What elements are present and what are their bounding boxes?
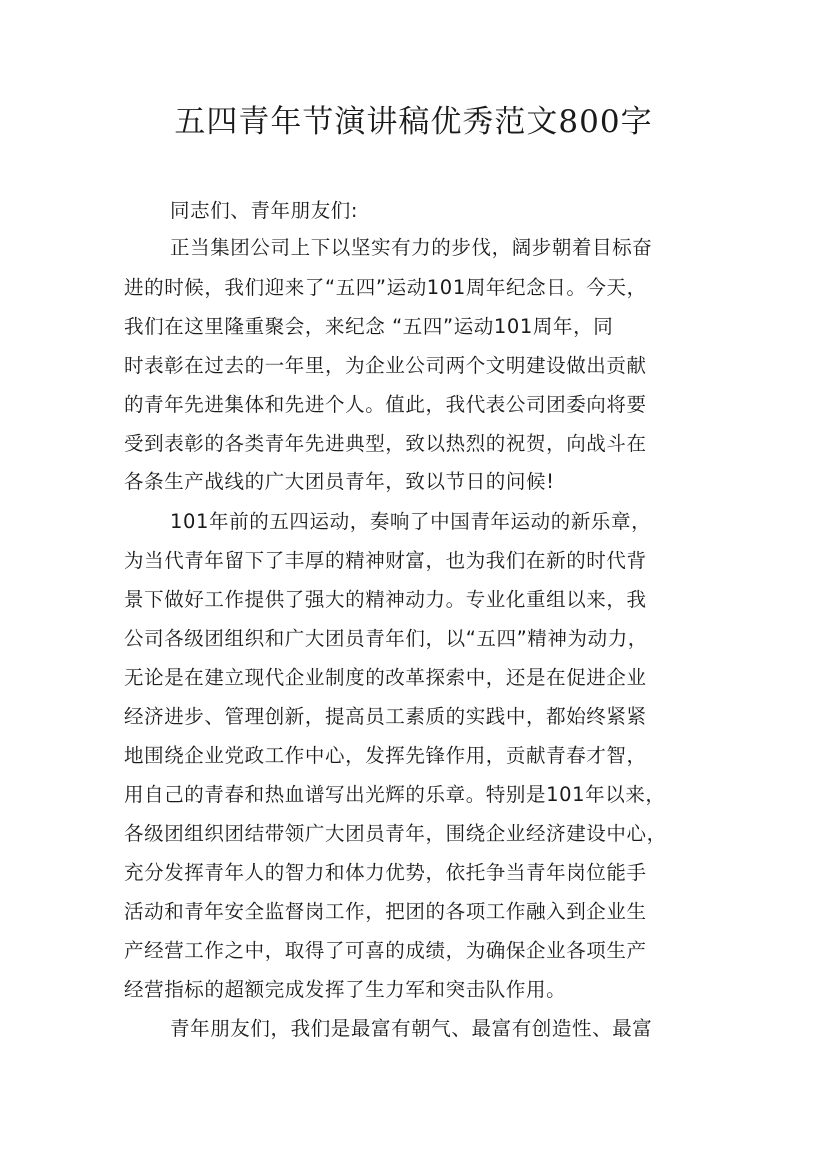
paragraph-line: 活动和青年安全监督岗工作，把团的各项工作融入到企业生 xyxy=(124,900,647,923)
paragraph-line: 产经营工作之中，取得了可喜的成绩，为确保企业各项生产 xyxy=(124,939,647,962)
paragraph-line: 各条生产战线的广大团员青年，致以节日的问候! xyxy=(124,470,555,493)
paragraph-line: 充分发挥青年人的智力和体力优势，依托争当青年岗位能手 xyxy=(124,861,647,884)
paragraph-line: 经营指标的超额完成发挥了生力军和突击队作用。 xyxy=(124,978,567,1001)
paragraph-line: 无论是在建立现代企业制度的改革探索中，还是在促进企业 xyxy=(124,666,647,689)
paragraph-line: 各级团组织团结带领广大团员青年，围绕企业经济建设中心， xyxy=(124,822,667,845)
paragraph-line: 受到表彰的各类青年先进典型，致以热烈的祝贺，向战斗在 xyxy=(124,432,647,455)
document-title: 五四青年节演讲稿优秀范文800字 xyxy=(174,104,653,140)
paragraph-line: 正当集团公司上下以坚实有力的步伐，阔步朝着目标奋 xyxy=(170,236,653,259)
paragraph-line: 101年前的五四运动，奏响了中国青年运动的新乐章， xyxy=(170,510,652,533)
paragraph-line: 景下做好工作提供了强大的精神动力。专业化重组以来，我 xyxy=(124,588,647,611)
paragraph-line: 经济进步、管理创新，提高员工素质的实践中，都始终紧紧 xyxy=(124,705,647,728)
paragraph-line: 为当代青年留下了丰厚的精神财富，也为我们在新的时代背 xyxy=(124,549,647,572)
paragraph-line: 用自己的青春和热血谱写出光辉的乐章。特别是101年以来， xyxy=(124,783,666,806)
paragraph-line: 公司各级团组织和广大团员青年们，以“五四”精神为动力， xyxy=(124,627,648,650)
paragraph-line: 进的时候，我们迎来了“五四”运动101周年纪念日。今天， xyxy=(124,276,647,299)
paragraph-line: 青年朋友们，我们是最富有朝气、最富有创造性、最富 xyxy=(170,1017,653,1040)
paragraph-line: 地围绕企业党政工作中心，发挥先锋作用，贡献青春才智， xyxy=(124,744,647,767)
paragraph-line: 的青年先进集体和先进个人。值此，我代表公司团委向将要 xyxy=(124,393,647,416)
paragraph-line: 我们在这里隆重聚会，来纪念 “五四”运动101周年，同 xyxy=(124,315,614,338)
salutation: 同志们、青年朋友们: xyxy=(170,199,359,222)
paragraph-line: 时表彰在过去的一年里，为企业公司两个文明建设做出贡献 xyxy=(124,354,647,377)
